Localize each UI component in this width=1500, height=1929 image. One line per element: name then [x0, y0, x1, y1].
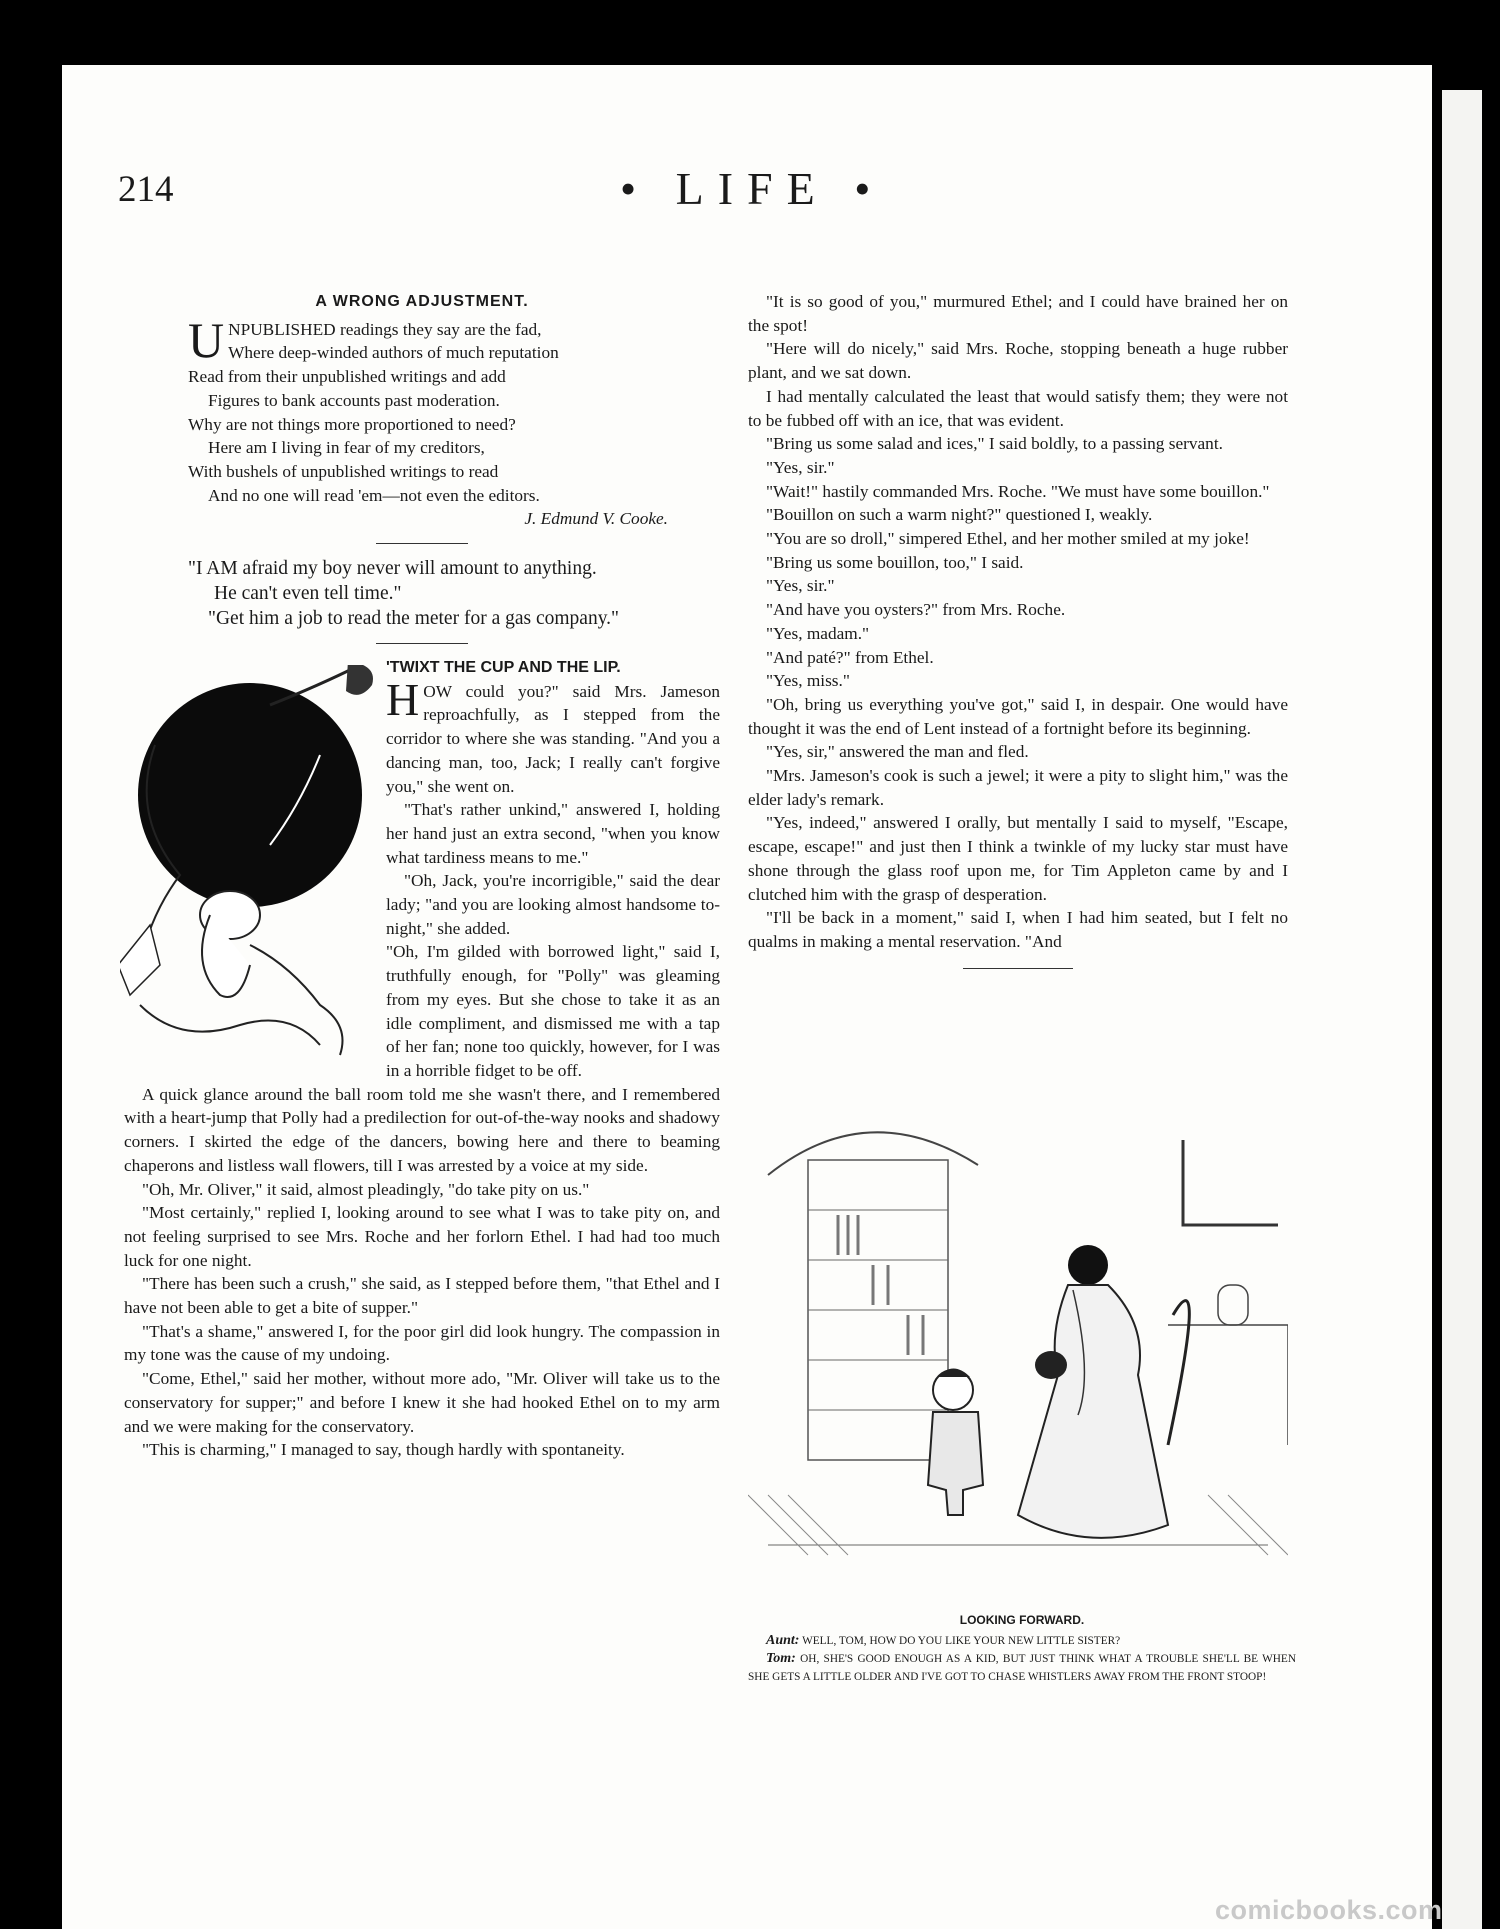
- drop-cap: U: [188, 311, 225, 368]
- page-edge: [1432, 65, 1442, 1929]
- divider: [376, 643, 468, 644]
- story-paragraph: "Bouillon on such a warm night?" questioned I, weakly.: [766, 505, 1153, 525]
- story-paragraph: A quick glance around the ball room told me she wasn't there, and I remembered with a heart-jump that Polly had a predilection for out-of-the-way nooks and shadowy corners. I skirted the edge of the dancers, bowing here and there to beaming chaperons and listless wall flowers, till I was arrested by a voice at my side.: [124, 1084, 720, 1175]
- story-paragraph: "Wait!" hastily commanded Mrs. Roche. "We must have some bouillon.": [766, 481, 1270, 501]
- caption-line: Aunt: WELL, TOM, HOW DO YOU LIKE YOUR NEW LITTLE SISTER?: [766, 1632, 1121, 1648]
- story-paragraph: "Here will do nicely," said Mrs. Roche, stopping beneath a huge rubber plant, and we sat down.: [748, 339, 1288, 383]
- story-paragraph: "Oh, bring us everything you've got," said I, in despair. One would have thought it was the end of Lent instead of a fortnight before its beginning.: [748, 694, 1288, 738]
- story-paragraph: "Yes, miss.": [766, 671, 850, 691]
- story-paragraph: "Mrs. Jameson's cook is such a jewel; it were a pity to slight him," was the elder lady's remark.: [748, 766, 1288, 809]
- story-paragraph: "Yes, indeed," answered I orally, but mentally I said to myself, "Escape, escape, escape!" and just then I think a twinkle of my lucky star must have shone through the glass roof upon me, for Tim Appleton came by and I clutched him with the grasp of desperation.: [748, 813, 1288, 904]
- story-paragraph: "It is so good of you," murmured Ethel; and I could have brained her on the spot!: [748, 292, 1288, 335]
- right-column: [748, 290, 1288, 981]
- story-paragraph: "That's rather unkind," answered I, holding her hand just an extra second, "when you know what tardiness means to me.": [386, 800, 720, 867]
- story-paragraph: "Bring us some bouillon, too," I said.: [766, 552, 1024, 572]
- watermark: comicbooks.com: [1215, 1895, 1443, 1925]
- poem-title: A WRONG ADJUSTMENT.: [315, 293, 529, 310]
- speaker-label: Aunt:: [766, 1632, 800, 1648]
- story-title: 'TWIXT THE CUP AND THE LIP.: [386, 659, 621, 677]
- poem-line: Where deep-winded authors of much reputation: [228, 343, 559, 363]
- story-paragraph: "Come, Ethel," said her mother, without more ado, "Mr. Oliver will take us to the conservatory for supper;" and before I knew it she had hooked Ethel on to my arm and we were making for the conservatory.: [124, 1369, 720, 1436]
- story-paragraph: "Oh, Mr. Oliver," it said, almost pleadingly, "do take pity on us.": [142, 1179, 590, 1199]
- story-paragraph: "Yes, sir," answered the man and fled.: [766, 742, 1029, 762]
- poem-line: NPUBLISHED readings they say are the fad,: [228, 319, 542, 339]
- divider: [376, 543, 468, 544]
- poem: [188, 311, 688, 531]
- joke-line: He can't even tell time.": [214, 583, 402, 605]
- story-paragraph: "And have you oysters?" from Mrs. Roche.: [766, 600, 1066, 620]
- page-number: 214: [118, 169, 174, 210]
- joke-line: "Get him a job to read the meter for a gas company.": [208, 608, 620, 630]
- story-paragraph: "This is charming," I managed to say, though hardly with spontaneity.: [142, 1440, 625, 1460]
- cupid-illustration: [120, 665, 385, 1085]
- joke: [188, 556, 720, 631]
- story-paragraph: "That's a shame," answered I, for the poor girl did look hungry. The compassion in my tone was the cause of my undoing.: [124, 1321, 720, 1365]
- story-paragraph: "There has been such a crush," she said, as I stepped before them, "that Ethel and I have not been able to get a bite of supper.": [124, 1274, 720, 1318]
- poem-line: Figures to bank accounts past moderation.: [208, 390, 500, 410]
- poem-line: Why are not things more proportioned to need?: [188, 414, 516, 434]
- cartoon-illustration: [748, 1115, 1288, 1605]
- speaker-label: Tom:: [766, 1651, 796, 1666]
- next-page-edge: [1442, 90, 1482, 1929]
- story-paragraph: "And paté?" from Ethel.: [766, 647, 934, 667]
- story-paragraph: HOW could you?" said Mrs. Jameson reproachfully, as I stepped from the corridor to where she was standing. "And you a dancing man, too, Jack; I really can't forgive you," she went on.: [386, 673, 720, 796]
- poem-line: Read from their unpublished writings and add: [188, 367, 506, 387]
- story-paragraph: "Yes, madam.": [766, 623, 870, 643]
- drop-cap: H: [386, 673, 420, 725]
- story-paragraph: "You are so droll," simpered Ethel, and her mother smiled at my joke!: [766, 529, 1250, 549]
- story-paragraph: "I'll be back in a moment," said I, when I had him seated, but I felt no qualms in making a mental reservation. "And: [748, 908, 1288, 951]
- cartoon-title: LOOKING FORWARD.: [959, 1613, 1085, 1627]
- story-paragraph: "Bring us some salad and ices," I said boldly, to a passing servant.: [766, 434, 1223, 454]
- cartoon-caption: [748, 1612, 1296, 1686]
- story-paragraph: "Yes, sir.": [766, 576, 835, 596]
- story-paragraph: I had mentally calculated the least that would satisfy them; they were not to be fubbed off with an ice, that was evident.: [748, 386, 1288, 430]
- poem-line: With bushels of unpublished writings to read: [188, 461, 499, 481]
- poem-line: And no one will read 'em—not even the editors.: [208, 485, 540, 505]
- joke-line: "I AM afraid my boy never will amount to anything.: [188, 558, 597, 580]
- divider: [963, 968, 1073, 969]
- poem-attribution: J. Edmund V. Cooke.: [524, 509, 668, 529]
- story-paragraph: "Oh, I'm gilded with borrowed light," said I, truthfully enough, for "Polly" was gleaming from my eyes. But she chose to take it as an idle compliment, and dismissed me with a tap of her fan; none too quickly, however, for I was in a horrible fidget to be off.: [386, 942, 720, 1080]
- caption-line: Tom: OH, SHE'S GOOD ENOUGH AS A KID, BUT JUST THINK WHAT A TROUBLE SHE'LL BE WHEN SHE GETS A LITTLE OLDER AND I'VE GOT TO CHASE WHISTLERS AWAY FROM THE FRONT STOOP!: [748, 1651, 1296, 1683]
- story-paragraph: "Oh, Jack, you're incorrigible," said the dear lady; "and you are looking almost handsome to-night," she added.: [386, 871, 720, 938]
- story-paragraph: "Most certainly," replied I, looking around to see what I was to take pity on, and not feeling surprised to see Mrs. Roche and her forlorn Ethel. I had had too much luck for one night.: [124, 1203, 720, 1270]
- masthead: • LIFE •: [620, 163, 885, 214]
- poem-line: Here am I living in fear of my creditors,: [208, 438, 485, 458]
- story-paragraph: "Yes, sir.": [766, 457, 835, 477]
